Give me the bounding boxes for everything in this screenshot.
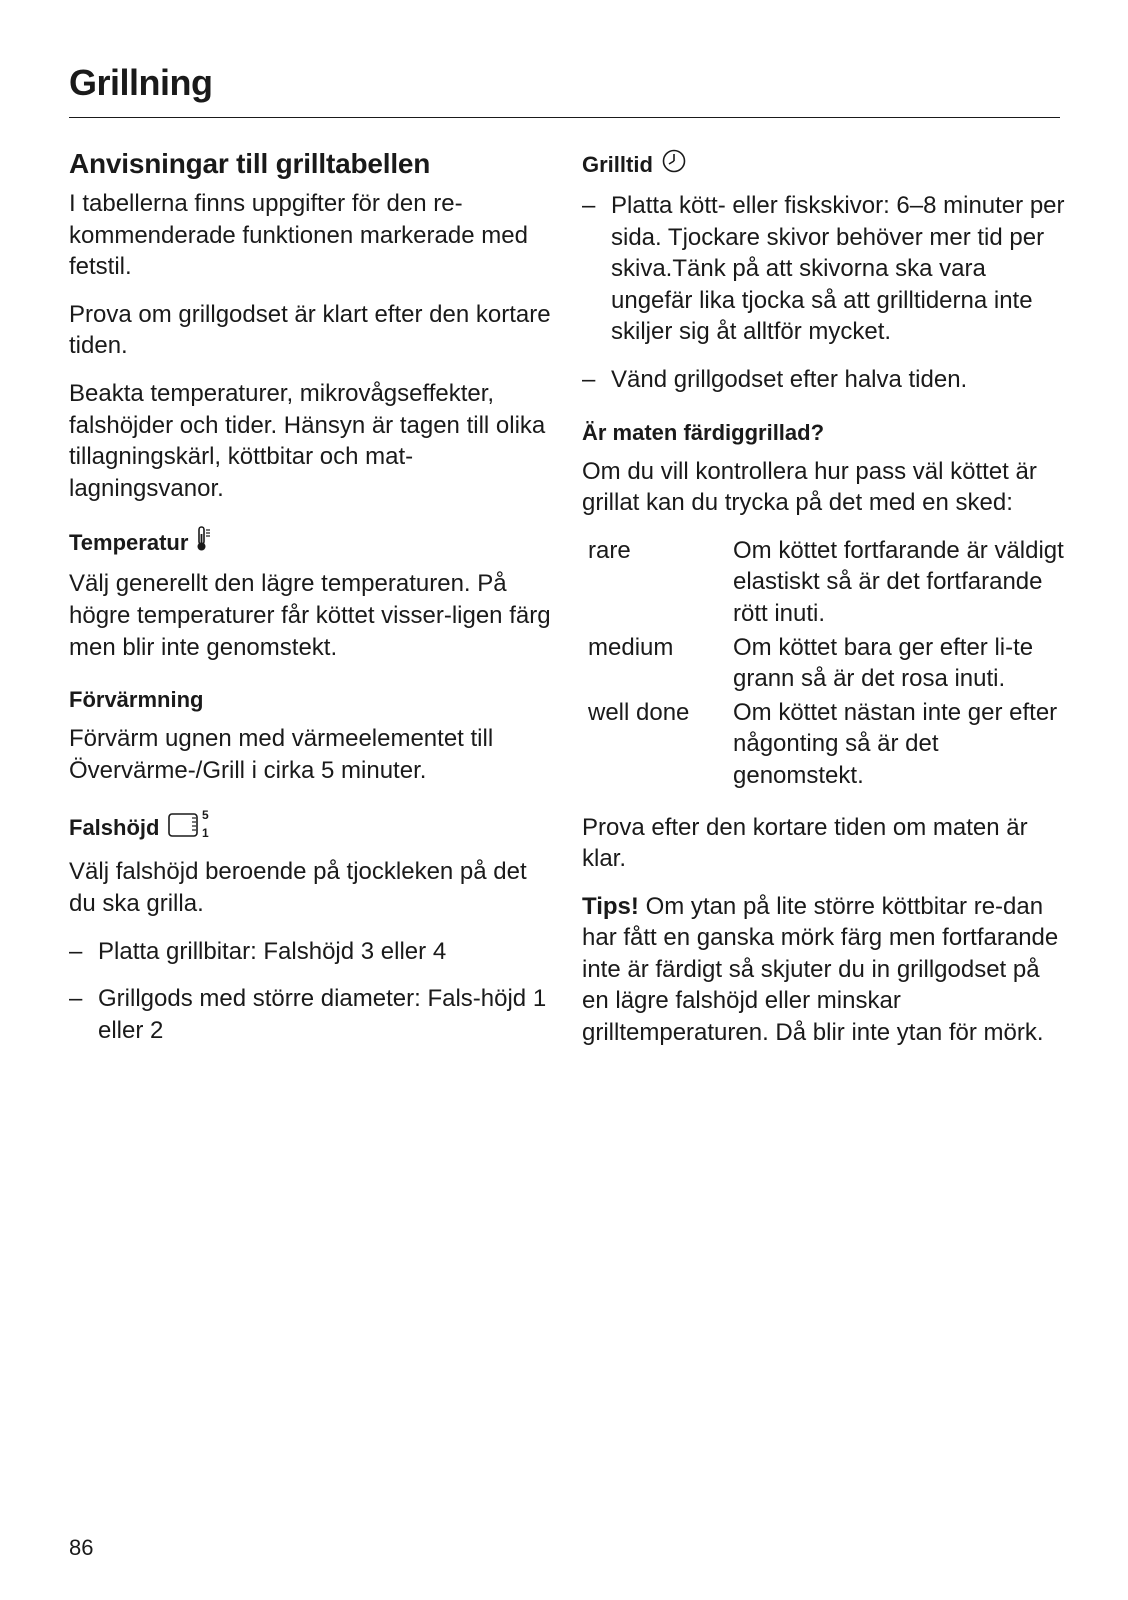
shelf-level-icon bbox=[167, 808, 213, 848]
grilltime-item-1: Platta kött- eller fiskskivor: 6–8 minuter per sida. Tjockare skivor behöver mer tid per skiva.Tänk på att skivorna ska vara ungefär lika tjocka så att grilltiderna inte skiljer sig åt alltför mycket. bbox=[611, 192, 1065, 346]
title-divider bbox=[69, 117, 1060, 118]
doneness-level: rare bbox=[588, 536, 631, 564]
doneness-level: well done bbox=[588, 698, 690, 726]
tip-paragraph bbox=[582, 891, 1072, 1049]
right-column bbox=[582, 148, 1072, 1065]
table-row bbox=[582, 632, 1072, 697]
thermometer-icon bbox=[196, 526, 212, 560]
grilltime-heading bbox=[582, 148, 1072, 182]
intro-paragraph-1: I tabellerna finns uppgifter för den re-kommenderade funktionen markerade med fetstil. bbox=[69, 190, 528, 281]
page-title: Grillning bbox=[69, 62, 213, 103]
clock-icon bbox=[661, 148, 687, 182]
doneness-table bbox=[582, 535, 1072, 794]
shelf-text: Välj falshöjd beroende på tjockleken på det du ska grilla. bbox=[69, 858, 527, 917]
shelf-item-1: Platta grillbitar: Falshöjd 3 eller 4 bbox=[98, 937, 447, 965]
grilltime-heading-label: Grilltid bbox=[582, 152, 653, 177]
left-column bbox=[69, 146, 559, 1062]
temperature-text: Välj generellt den lägre temperaturen. På högre temperaturer får köttet visser-ligen färg men blir inte genomstekt. bbox=[69, 570, 551, 661]
shelf-heading bbox=[69, 808, 559, 848]
shelf-icon-bottom-number: 1 bbox=[202, 826, 210, 841]
list-item: – Vänd grillgodset efter halva tiden. bbox=[582, 364, 1072, 396]
doneness-intro: Om du vill kontrollera hur pass väl köttet är grillat kan du trycka på det med en sked: bbox=[582, 457, 1037, 517]
shelf-icon-top-number: 5 bbox=[202, 808, 210, 823]
grilltime-item-2: Vänd grillgodset efter halva tiden. bbox=[611, 365, 968, 393]
doneness-description: Om köttet nästan inte ger efter någonting så är det genomstekt. bbox=[733, 698, 1058, 789]
doneness-heading: Är maten färdiggrillad? bbox=[582, 419, 825, 445]
intro-paragraph-3: Beakta temperaturer, mikrovågseffekter, falshöjder och tider. Hänsyn är tagen till olika tillagningskärl, köttbitar och mat-lagningsvanor. bbox=[69, 379, 546, 502]
doneness-description: Om köttet fortfarande är väldigt elastiskt så är det fortfarande rött inuti. bbox=[733, 536, 1064, 627]
list-item: – Platta grillbitar: Falshöjd 3 eller 4 bbox=[69, 936, 559, 968]
doneness-after: Prova efter den kortare tiden om maten är klar. bbox=[582, 813, 1028, 873]
intro-paragraph-2: Prova om grillgodset är klart efter den kortare tiden. bbox=[69, 300, 551, 360]
shelf-heading-label: Falshöjd bbox=[69, 815, 160, 841]
table-row bbox=[582, 535, 1072, 632]
table-row bbox=[582, 697, 1072, 794]
temperature-heading-label: Temperatur bbox=[69, 530, 189, 556]
tip-text: Om ytan på lite större köttbitar re-dan har fått en ganska mörk färg men fortfarande inte är färdigt så skjuter du in grillgodset på en lägre falshöjd eller minskar grilltemperaturen. Då blir inte ytan för mörk. bbox=[582, 892, 1059, 1047]
shelf-item-2: Grillgods med större diameter: Fals-höjd 1 eller 2 bbox=[98, 985, 547, 1044]
list-item: – Platta kött- eller fiskskivor: 6–8 minuter per sida. Tjockare skivor behöver mer tid per skiva.Tänk på att skivorna ska vara ungefär lika tjocka så att grilltiderna inte skiljer sig åt alltför mycket. bbox=[582, 190, 1072, 348]
list-item: – Grillgods med större diameter: Fals-höjd 1 eller 2 bbox=[69, 983, 559, 1046]
page-number: 86 bbox=[69, 1535, 94, 1560]
preheating-heading: Förvärmning bbox=[69, 687, 204, 713]
doneness-level: medium bbox=[588, 633, 674, 661]
tip-label: Tips! bbox=[582, 892, 639, 920]
temperature-heading bbox=[69, 526, 559, 560]
doneness-description: Om köttet bara ger efter li-te grann så är det rosa inuti. bbox=[733, 633, 1034, 693]
preheating-text: Förvärm ugnen med värmeelementet till Övervärme-/Grill i cirka 5 minuter. bbox=[69, 725, 494, 784]
section-heading: Anvisningar till grilltabellen bbox=[69, 148, 431, 179]
